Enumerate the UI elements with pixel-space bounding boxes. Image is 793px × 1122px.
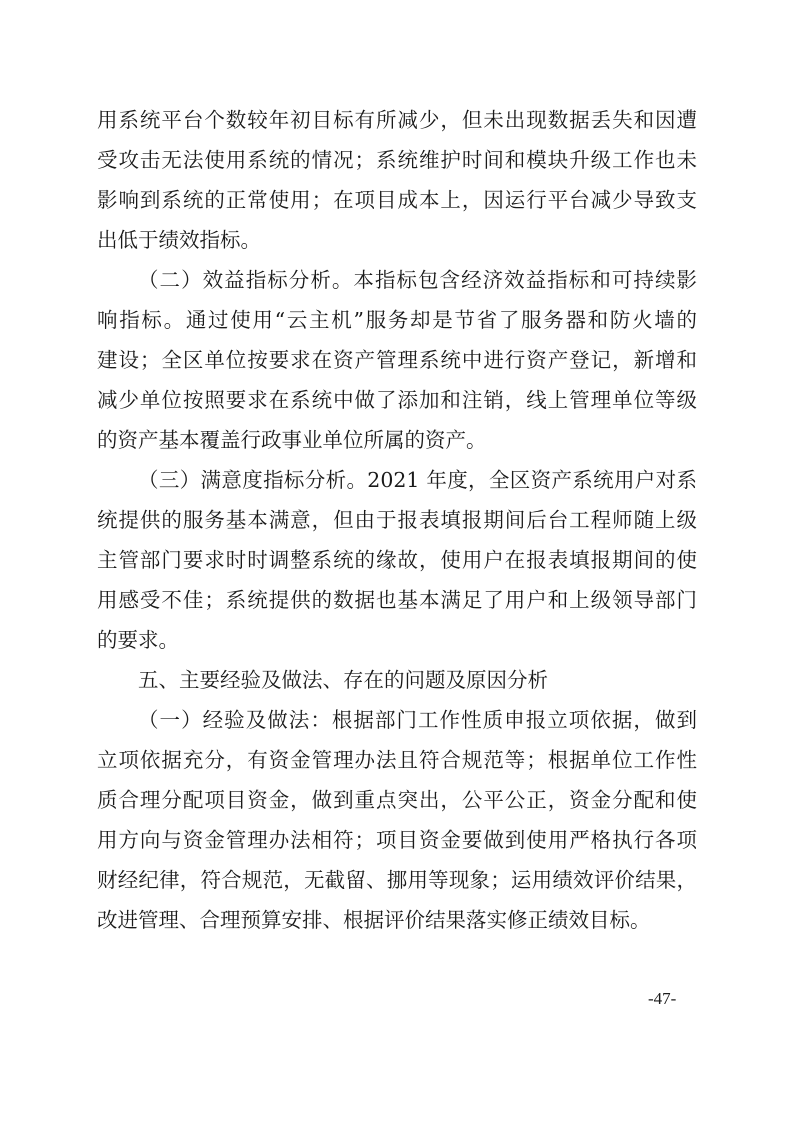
paragraph-line: （二）效益指标分析。本指标包含经济效益指标和可持续影	[138, 268, 697, 292]
page-number: -47-	[648, 989, 677, 1008]
paragraph-line: 用系统平台个数较年初目标有所减少，但未出现数据丢失和因遭	[97, 108, 697, 132]
paragraph-line: （三）满意度指标分析。2021 年度，全区资产系统用户对系	[138, 468, 697, 492]
paragraph-line: 主管部门要求时时调整系统的缘故，使用户在报表填报期间的使	[97, 548, 697, 572]
paragraph-line: （一）经验及做法：根据部门工作性质申报立项依据，做到	[138, 708, 697, 732]
paragraph-line: 响指标。通过使用“云主机”服务却是节省了服务器和防火墙的	[97, 308, 697, 332]
paragraph-line: 受攻击无法使用系统的情况；系统维护时间和模块升级工作也未	[97, 148, 697, 172]
section-heading: 五、主要经验及做法、存在的问题及原因分析	[138, 668, 548, 692]
paragraph-line: 用感受不佳；系统提供的数据也基本满足了用户和上级领导部门	[97, 588, 697, 612]
paragraph-line: 统提供的服务基本满意，但由于报表填报期间后台工程师随上级	[97, 508, 697, 532]
paragraph-line: 的要求。	[97, 628, 179, 652]
paragraph-line: 出低于绩效指标。	[97, 228, 261, 252]
paragraph-line: 影响到系统的正常使用；在项目成本上，因运行平台减少导致支	[97, 188, 697, 212]
paragraph-line: 的资产基本覆盖行政事业单位所属的资产。	[97, 428, 487, 452]
paragraph-line: 财经纪律，符合规范，无截留、挪用等现象；运用绩效评价结果，	[97, 868, 697, 892]
paragraph-line: 建设；全区单位按要求在资产管理系统中进行资产登记，新增和	[97, 348, 697, 372]
paragraph-line: 改进管理、合理预算安排、根据评价结果落实修正绩效目标。	[97, 908, 651, 932]
paragraph-line: 质合理分配项目资金，做到重点突出，公平公正，资金分配和使	[97, 788, 697, 812]
paragraph-line: 用方向与资金管理办法相符；项目资金要做到使用严格执行各项	[97, 828, 697, 852]
paragraph-line: 立项依据充分，有资金管理办法且符合规范等；根据单位工作性	[97, 748, 697, 772]
paragraph-line: 减少单位按照要求在系统中做了添加和注销，线上管理单位等级	[97, 388, 697, 412]
